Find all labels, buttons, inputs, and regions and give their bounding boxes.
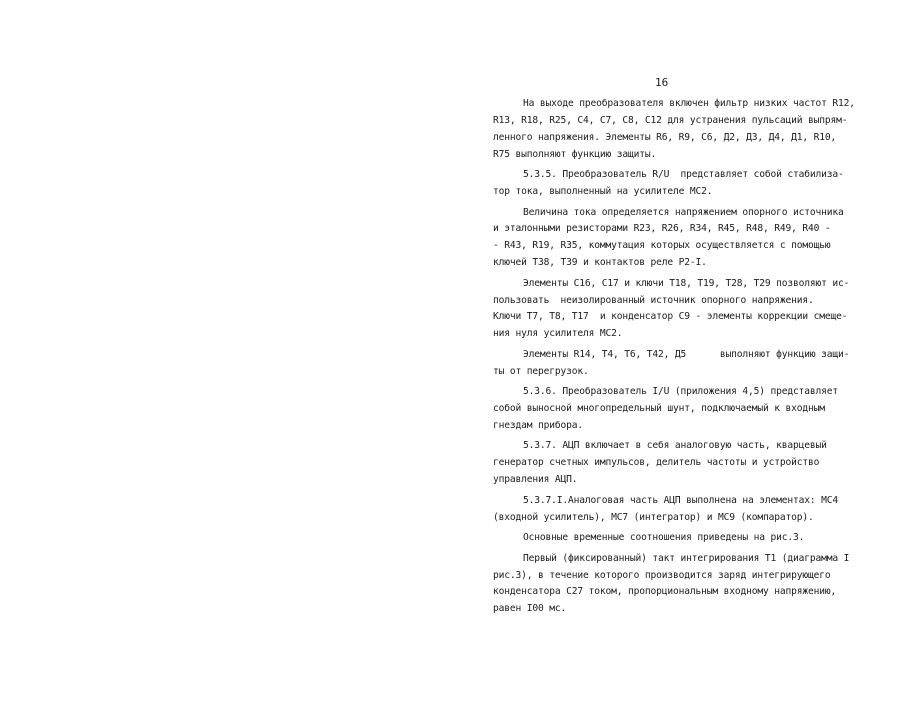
text-line: На выходе преобразователя включен фильтр низких частот R12, (523, 98, 855, 109)
text-line: 5.3.7.I.Аналоговая часть АЦП выполнена на элементах: МС4 (523, 494, 839, 506)
text-line: конденсатора С27 током, пропорциональным входному напряжению, (493, 586, 837, 598)
page-number: 16 (655, 76, 669, 89)
text-line: равен I00 мс. (493, 603, 567, 615)
text-line: генератор счетных импульсов, делитель частоты и устройство (493, 457, 820, 469)
text-line: Величина тока определяется напряжением опорного источника (523, 206, 844, 218)
text-line: Первый (фиксированный) такт интегрирования Т1 (диаграмма I (523, 552, 850, 564)
text-line: собой выносной многопредельный шунт, подключаемый к входным (493, 403, 825, 415)
text-line: ты от перегрузок. (493, 365, 589, 377)
text-line: гнездам прибора. (493, 420, 584, 431)
text-line: - R43, R19, R35, коммутация которых осуществляется с помощью (493, 240, 831, 252)
text-line: R13, R18, R25, С4, С7, С8, С12 для устранения пульсаций выпрям- (493, 114, 848, 126)
text-line: (входной усилитель), МС7 (интегратор) и МС9 (компаратор). (493, 511, 814, 523)
text-line: 5.3.5. Преобразователь R/U представляет собой стабилиза- (523, 169, 844, 181)
text-line: ния нуля усилителя МС2. (493, 328, 623, 340)
text-line: Ключи Т7, Т8, Т17 и конденсатор С9 - элементы коррекции смеще- (493, 311, 848, 323)
text-line: управления АЦП. (493, 474, 578, 486)
text-line: 5.3.7. АЦП включает в себя аналоговую часть, кварцевый (523, 440, 827, 452)
text-line: ленного напряжения. Элементы R6, R9, С6, Д2, Д3, Д4, Д1, R10, (493, 131, 837, 143)
text-line: рис.3), в течение которого производится заряд интегрирующего (493, 569, 831, 581)
text-line: пользовать неизолированный источник опорного напряжения. (493, 294, 814, 306)
text-line: Элементы С16, С17 и ключи Т18, Т19, Т28, Т29 позволяют ис- (523, 277, 850, 289)
text-line: R75 выполняют функцию защиты. (493, 148, 657, 160)
text-line: ключей Т38, Т39 и контактов реле Р2-I. (493, 257, 707, 269)
text-line: Элементы R14, Т4, Т6, Т42, Д5 выполняют функцию защи- (523, 348, 850, 360)
text-line: 5.3.6. Преобразователь I/U (приложения 4,5) представляет (523, 386, 839, 398)
text-line: Основные временные соотношения приведены на рис.3. (523, 532, 805, 544)
text-line: и эталонными резисторами R23, R26, R34, R45, R48, R49, R40 - (493, 223, 831, 235)
body-text (493, 96, 863, 618)
text-line: тор тока, выполненный на усилителе МС2. (493, 186, 713, 198)
